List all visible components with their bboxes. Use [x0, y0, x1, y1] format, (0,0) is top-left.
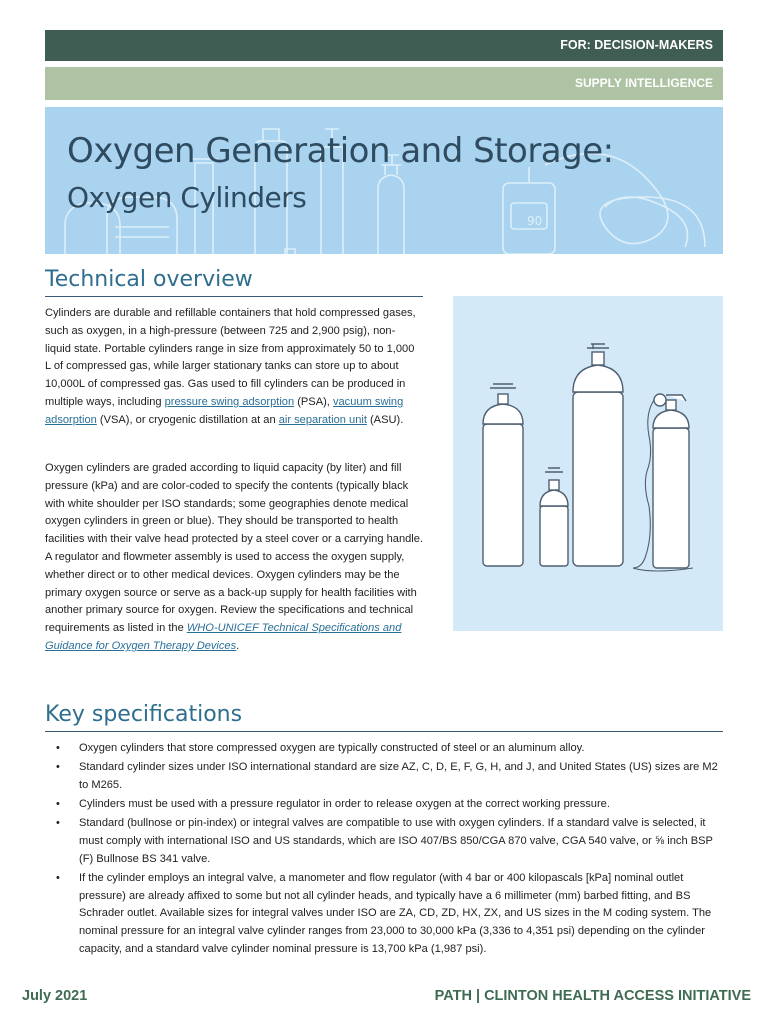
- title-banner: [45, 107, 723, 254]
- overview-paragraph-1: [45, 305, 421, 430]
- specifications-list: [45, 740, 725, 960]
- series-label: SUPPLY INTELLIGENCE: [574, 76, 713, 90]
- psa-link[interactable]: pressure swing adsorption: [164, 395, 295, 408]
- overview-p1-mid2: (VSA), or cryogenic distillation at an: [96, 413, 279, 426]
- footer-date: July 2021: [22, 988, 88, 1004]
- banner-display-readout: 90: [527, 214, 543, 228]
- footer-organization: PATH | CLINTON HEALTH ACCESS INITIATIVE: [434, 988, 751, 1004]
- overview-p1-mid1: (PSA),: [294, 395, 333, 408]
- who-unicef-link[interactable]: WHO-UNICEF Technical Specifications and Guidance for Oxygen Therapy Devices: [45, 622, 402, 652]
- list-item: • Standard cylinder sizes under ISO international standard are size AZ, C, D, E, F, G, H, and J, and United States (US) sizes are M2 to M265.: [45, 759, 725, 794]
- series-bar: [45, 67, 723, 100]
- cylinders-drawing: [453, 296, 723, 631]
- audience-label: FOR: DECISION-MAKERS: [560, 38, 713, 52]
- page-subtitle: Oxygen Cylinders: [67, 181, 307, 214]
- key-specifications-heading: Key specifications: [45, 702, 243, 727]
- technical-overview-rule: [45, 296, 423, 297]
- overview-p2-lead: Oxygen cylinders are graded according to liquid capacity (by liter) and fill pressure (kPa) and are color-coded to specify the contents (typically black with white shoulder per ISO standards; some geographies denote medical oxygen cylinders in green or blue). They should be transported to health facilities with their valve head protected by a steel cover or a carrying handle. A regulator and flowmeter assembly is used to access the oxygen supply, whether direct or to other medical devices. Oxygen cylinders may be the primary oxygen source or serve as a back-up supply for health facilities with another primary source for oxygen. Review the specifications and technical requirements as listed in the: [45, 462, 424, 635]
- list-item: • If the cylinder employs an integral valve, a manometer and flow regulator (with 4 bar or 400 kilopascals [kPa] nominal outlet pressure) are already affixed to some but not all cylinder heads, and typically have a 6 millimeter (mm) barbed fitting, and BS Schrader outlet. Available sizes for integral valves under ISO are ZA, CD, ZD, HX, ZX, and US sizes in the M coding system. The nominal pressure for an integral valve cylinder ranges from 23,000 to 30,000 kPa (3,336 to 4,351 psi) depending on the cylinder capacity, and a standard valve cylinder nominal pressure is 13,700 kPa (1,987 psi).: [45, 870, 725, 959]
- overview-p1-tail: (ASU).: [366, 413, 404, 426]
- list-item: • Standard (bullnose or pin-index) or integral valves are compatible to use with oxygen cylinders. If a standard valve is selected, it must comply with international ISO and US standards, which are ISO 407/BS 850/CGA 870 valve, CGA 540 valve, or ⅝ inch BSP (F) Bullnose BS 341 valve.: [45, 815, 725, 868]
- list-item: • Cylinders must be used with a pressure regulator in order to release oxygen at the correct working pressure.: [45, 796, 725, 814]
- page-title: Oxygen Generation and Storage:: [67, 131, 614, 171]
- vsa-link[interactable]: vacuum swing adsorption: [45, 395, 404, 426]
- asu-link[interactable]: air separation unit: [278, 413, 367, 426]
- overview-p2-tail: .: [236, 639, 240, 652]
- key-specifications-rule: [45, 731, 723, 732]
- audience-bar: [45, 30, 723, 61]
- technical-overview-heading: Technical overview: [45, 267, 253, 292]
- overview-paragraph-2: [45, 460, 425, 656]
- cylinders-illustration: [453, 296, 723, 631]
- list-item: • Oxygen cylinders that store compressed oxygen are typically constructed of steel or an aluminum alloy.: [45, 740, 725, 758]
- overview-p1-lead: Cylinders are durable and refillable containers that hold compressed gases, such as oxygen, in a high-pressure (between 725 and 2,900 psig), non-liquid state. Portable cylinders range in size from approximately 50 to 1,000 L of compressed gas, while larger stationary tanks can store up to about 10,000L of compressed gas. Gas used to fill cylinders can be produced in multiple ways, including: [45, 307, 416, 408]
